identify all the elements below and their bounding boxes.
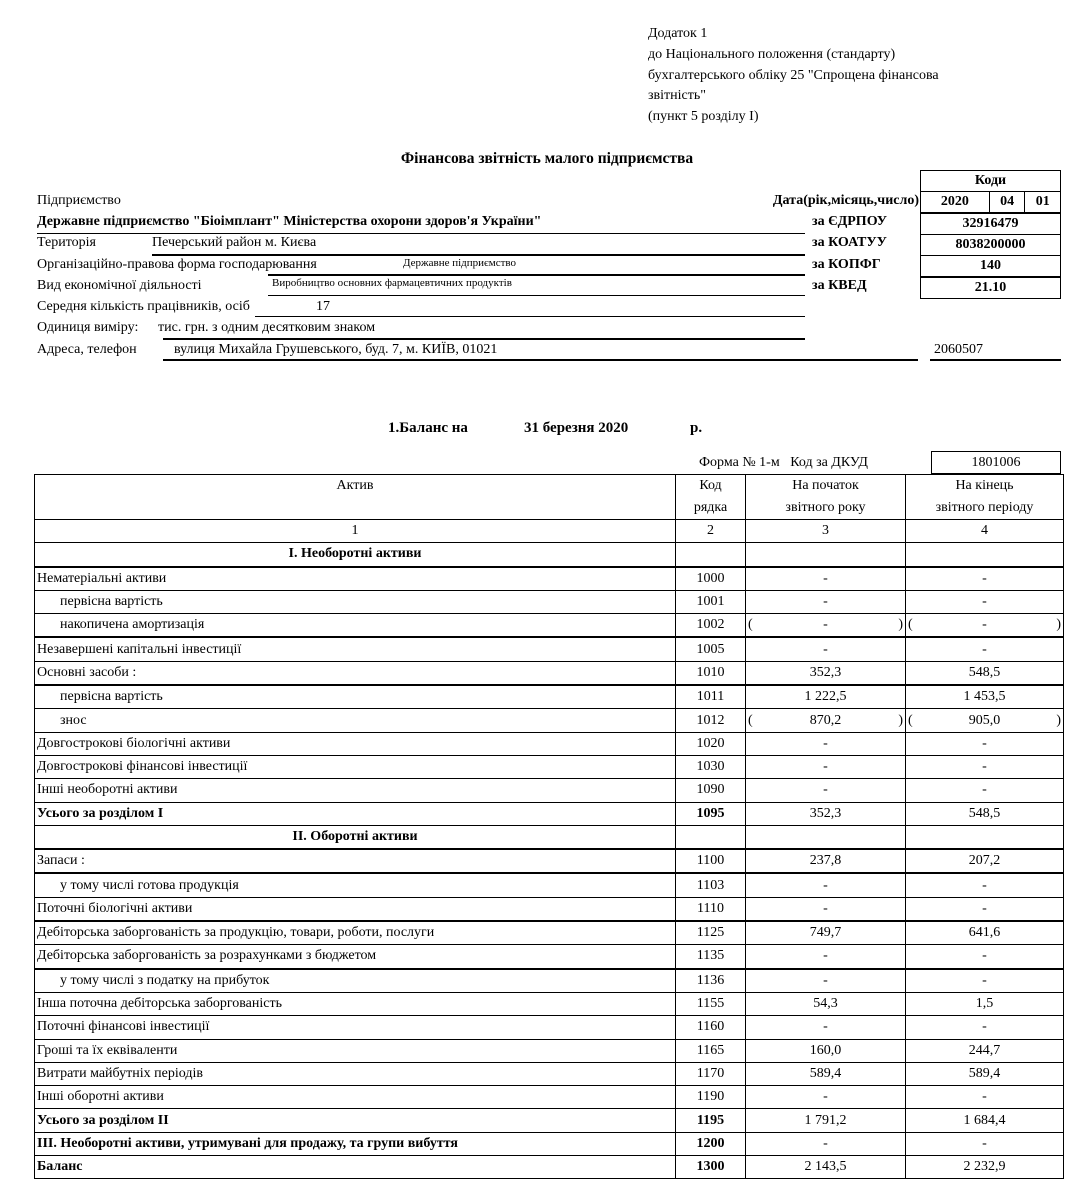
code-kopfg: 140 xyxy=(921,256,1061,278)
row-name: Поточні фінансові інвестиції xyxy=(35,1016,676,1039)
table-row-total xyxy=(35,802,1064,825)
row-code: 1170 xyxy=(676,1062,746,1085)
appendix-line: бухгалтерського обліку 25 "Спрощена фінансова xyxy=(648,67,939,83)
row-start: - xyxy=(746,732,906,755)
row-end: - xyxy=(906,969,1064,993)
header-code-line2: рядка xyxy=(693,500,728,515)
row-start: 749,7 xyxy=(746,921,906,945)
balance-title-suffix: р. xyxy=(690,420,703,436)
legal-form-value: Державне підприємство xyxy=(403,257,517,269)
territory-value: Печерський район м. Києва xyxy=(152,235,317,250)
row-end-value: 905,0 xyxy=(968,712,1001,728)
code-edrpou: 32916479 xyxy=(921,213,1061,235)
table-row xyxy=(35,685,1064,709)
row-code: 1002 xyxy=(676,614,746,638)
employees-label: Середня кількість працівників, осіб xyxy=(37,299,250,314)
table-row xyxy=(35,567,1064,591)
row-code: 1001 xyxy=(676,590,746,613)
balance-title-prefix: 1.Баланс на xyxy=(388,420,468,436)
paren-open: ( xyxy=(748,712,753,728)
kved-label: за КВЕД xyxy=(812,278,867,293)
row-name: Витрати майбутніх періодів xyxy=(35,1062,676,1085)
row-end: - xyxy=(906,590,1064,613)
form-label: Форма № 1-м Код за ДКУД xyxy=(699,455,868,470)
table-row xyxy=(35,614,1064,638)
row-code xyxy=(676,543,746,567)
paren-close: ) xyxy=(898,712,903,728)
row-end: 1 453,5 xyxy=(906,685,1064,709)
header-start-line2: звітного року xyxy=(785,500,866,515)
table-row xyxy=(35,732,1064,755)
appendix-line: (пункт 5 розділу I) xyxy=(648,109,759,125)
table-row xyxy=(35,637,1064,661)
row-code: 1030 xyxy=(676,755,746,778)
row-end: - xyxy=(906,873,1064,897)
row-end: - xyxy=(906,897,1064,921)
balance-date: 31 березня 2020 xyxy=(524,420,629,436)
row-name: Інші необоротні активи xyxy=(35,779,676,802)
row-start-value: - xyxy=(823,617,828,633)
row-code xyxy=(676,825,746,849)
document-title: Фінансова звітність малого підприємства xyxy=(400,150,694,167)
row-code: 1100 xyxy=(676,849,746,873)
row-code: 1300 xyxy=(676,1156,746,1179)
row-end: 1,5 xyxy=(906,992,1064,1015)
row-name: Довгострокові біологічні активи xyxy=(35,732,676,755)
row-code: 1095 xyxy=(676,802,746,825)
row-end: - xyxy=(906,1016,1064,1039)
code-koatuu: 8038200000 xyxy=(921,235,1061,256)
table-row xyxy=(35,945,1064,969)
header-code xyxy=(676,475,746,520)
row-name: Поточні біологічні активи xyxy=(35,897,676,921)
row-start: 54,3 xyxy=(746,992,906,1015)
row-code: 1000 xyxy=(676,567,746,591)
row-end xyxy=(906,543,1064,567)
row-start: - xyxy=(746,1132,906,1155)
koatuu-label: за КОАТУУ xyxy=(812,235,887,250)
table-row-total xyxy=(35,1109,1064,1132)
row-code: 1155 xyxy=(676,992,746,1015)
row-name: Дебіторська заборгованість за розрахунками з бюджетом xyxy=(35,945,676,969)
row-start: 352,3 xyxy=(746,802,906,825)
col-num-1: 1 xyxy=(35,520,676,543)
row-start xyxy=(746,614,906,638)
row-name: Усього за розділом II xyxy=(35,1109,676,1132)
row-name: первісна вартість xyxy=(35,590,676,613)
row-end: 1 684,4 xyxy=(906,1109,1064,1132)
row-name: II. Оборотні активи xyxy=(35,825,676,849)
row-start: 2 143,5 xyxy=(746,1156,906,1179)
header-start-line1: На початок xyxy=(792,478,859,493)
row-end: - xyxy=(906,1086,1064,1109)
table-row xyxy=(35,779,1064,802)
row-start: 160,0 xyxy=(746,1039,906,1062)
row-end: 589,4 xyxy=(906,1062,1064,1085)
row-end: - xyxy=(906,755,1064,778)
unit-label: Одиниця виміру: xyxy=(37,320,139,335)
row-name: Дебіторська заборгованість за продукцію, товари, роботи, послуги xyxy=(35,921,676,945)
code-year: 2020 xyxy=(921,192,990,214)
edrpou-label: за ЄДРПОУ xyxy=(812,214,888,229)
row-start: - xyxy=(746,945,906,969)
row-name: у тому числі готова продукція xyxy=(35,873,676,897)
row-end: 548,5 xyxy=(906,802,1064,825)
row-code: 1165 xyxy=(676,1039,746,1062)
row-start: - xyxy=(746,590,906,613)
row-code: 1190 xyxy=(676,1086,746,1109)
row-name: Довгострокові фінансові інвестиції xyxy=(35,755,676,778)
row-name: знос xyxy=(35,709,676,732)
codes-header: Коди xyxy=(921,171,1061,192)
row-name: Незавершені капітальні інвестиції xyxy=(35,637,676,661)
row-code: 1090 xyxy=(676,779,746,802)
row-end: - xyxy=(906,1132,1064,1155)
row-start: - xyxy=(746,1086,906,1109)
code-day: 01 xyxy=(1025,192,1061,214)
row-end-value: - xyxy=(982,617,987,633)
row-name: Інша поточна дебіторська заборгованість xyxy=(35,992,676,1015)
table-row xyxy=(35,1039,1064,1062)
row-code: 1200 xyxy=(676,1132,746,1155)
col-num-2: 2 xyxy=(676,520,746,543)
paren-open: ( xyxy=(908,712,913,728)
row-start: - xyxy=(746,969,906,993)
row-name: III. Необоротні активи, утримувані для продажу, та групи вибуття xyxy=(35,1132,676,1155)
row-end: 548,5 xyxy=(906,661,1064,685)
table-row xyxy=(35,755,1064,778)
row-end xyxy=(906,825,1064,849)
row-end: 2 232,9 xyxy=(906,1156,1064,1179)
paren-close: ) xyxy=(1056,712,1061,728)
enterprise-name: Державне підприємство "Біоімплант" Міністерства охорони здоров'я України" xyxy=(37,214,542,229)
row-end: 641,6 xyxy=(906,921,1064,945)
row-start: - xyxy=(746,1016,906,1039)
unit-value: тис. грн. з одним десятковим знаком xyxy=(158,320,376,335)
header-end-line2: звітного періоду xyxy=(935,500,1034,515)
code-month: 04 xyxy=(989,192,1025,214)
paren-close: ) xyxy=(1056,617,1061,633)
address-value: вулиця Михайла Грушевського, буд. 7, м. КИЇВ, 01021 xyxy=(174,342,498,357)
row-start: - xyxy=(746,873,906,897)
table-row xyxy=(35,661,1064,685)
row-code: 1160 xyxy=(676,1016,746,1039)
table-row xyxy=(35,709,1064,732)
row-name: Нематеріальні активи xyxy=(35,567,676,591)
row-start: - xyxy=(746,779,906,802)
row-code: 1136 xyxy=(676,969,746,993)
row-end: - xyxy=(906,637,1064,661)
appendix-note xyxy=(648,24,988,128)
appendix-line: Додаток 1 xyxy=(648,26,708,41)
row-name: Запаси : xyxy=(35,849,676,873)
table-row xyxy=(35,825,1064,849)
row-start xyxy=(746,825,906,849)
table-row xyxy=(35,1062,1064,1085)
table-row xyxy=(35,1086,1064,1109)
balance-table xyxy=(34,474,1064,1179)
row-name: Усього за розділом I xyxy=(35,802,676,825)
row-start: 352,3 xyxy=(746,661,906,685)
row-code: 1011 xyxy=(676,685,746,709)
row-code: 1005 xyxy=(676,637,746,661)
enterprise-label: Підприємство xyxy=(37,193,121,208)
dkud-code: 1801006 xyxy=(931,451,1061,474)
appendix-line: до Національного положення (стандарту) xyxy=(648,46,896,62)
paren-open: ( xyxy=(748,617,753,633)
table-row xyxy=(35,1016,1064,1039)
column-numbers-row xyxy=(35,520,1064,543)
table-row-total xyxy=(35,1132,1064,1155)
row-name: Гроші та їх еквіваленти xyxy=(35,1039,676,1062)
row-name: Баланс xyxy=(35,1156,676,1179)
row-end: - xyxy=(906,945,1064,969)
row-code: 1110 xyxy=(676,897,746,921)
row-code: 1103 xyxy=(676,873,746,897)
table-row xyxy=(35,969,1064,993)
employees-value: 17 xyxy=(316,299,330,314)
row-end: - xyxy=(906,732,1064,755)
header-asset: Актив xyxy=(35,475,676,520)
table-row xyxy=(35,897,1064,921)
header-end xyxy=(906,475,1064,520)
row-name: Інші оборотні активи xyxy=(35,1086,676,1109)
row-end: - xyxy=(906,779,1064,802)
table-row xyxy=(35,590,1064,613)
row-end: 244,7 xyxy=(906,1039,1064,1062)
appendix-line: звітність" xyxy=(648,88,706,104)
row-end xyxy=(906,709,1064,732)
kopfg-label: за КОПФГ xyxy=(812,257,881,272)
paren-close: ) xyxy=(898,617,903,633)
row-start: - xyxy=(746,897,906,921)
activity-label: Вид економічної діяльності xyxy=(37,278,202,293)
table-row xyxy=(35,992,1064,1015)
row-code: 1125 xyxy=(676,921,746,945)
table-header-row xyxy=(35,475,1064,520)
header-code-line1: Код xyxy=(699,478,722,493)
legal-form-label: Організаційно-правова форма господарювання xyxy=(37,257,317,272)
row-start-value: 870,2 xyxy=(809,712,842,728)
row-code: 1195 xyxy=(676,1109,746,1132)
row-code: 1010 xyxy=(676,661,746,685)
row-end: 207,2 xyxy=(906,849,1064,873)
phone-value: 2060507 xyxy=(934,342,983,357)
row-start xyxy=(746,543,906,567)
address-label: Адреса, телефон xyxy=(37,342,137,357)
table-row xyxy=(35,543,1064,567)
row-code: 1135 xyxy=(676,945,746,969)
header-start xyxy=(746,475,906,520)
row-start: - xyxy=(746,755,906,778)
row-name: накопичена амортизація xyxy=(35,614,676,638)
code-kved: 21.10 xyxy=(921,277,1061,299)
row-start: - xyxy=(746,637,906,661)
row-name: I. Необоротні активи xyxy=(35,543,676,567)
row-code: 1012 xyxy=(676,709,746,732)
date-label: Дата(рік,місяць,число) xyxy=(772,193,919,208)
row-start xyxy=(746,709,906,732)
row-start: 589,4 xyxy=(746,1062,906,1085)
table-row xyxy=(35,921,1064,945)
table-row-total xyxy=(35,1156,1064,1179)
col-num-4: 4 xyxy=(906,520,1064,543)
row-start: 1 222,5 xyxy=(746,685,906,709)
row-start: 237,8 xyxy=(746,849,906,873)
row-name: у тому числі з податку на прибуток xyxy=(35,969,676,993)
paren-open: ( xyxy=(908,617,913,633)
row-end xyxy=(906,614,1064,638)
row-end: - xyxy=(906,567,1064,591)
codes-table xyxy=(920,170,1061,299)
col-num-3: 3 xyxy=(746,520,906,543)
row-name: первісна вартість xyxy=(35,685,676,709)
row-code: 1020 xyxy=(676,732,746,755)
territory-label: Територія xyxy=(37,235,96,250)
row-name: Основні засоби : xyxy=(35,661,676,685)
row-start: - xyxy=(746,567,906,591)
activity-value: Виробництво основних фармацевтичних продуктів xyxy=(272,277,512,289)
table-row xyxy=(35,873,1064,897)
header-end-line1: На кінець xyxy=(955,478,1014,493)
row-start: 1 791,2 xyxy=(746,1109,906,1132)
table-row xyxy=(35,849,1064,873)
